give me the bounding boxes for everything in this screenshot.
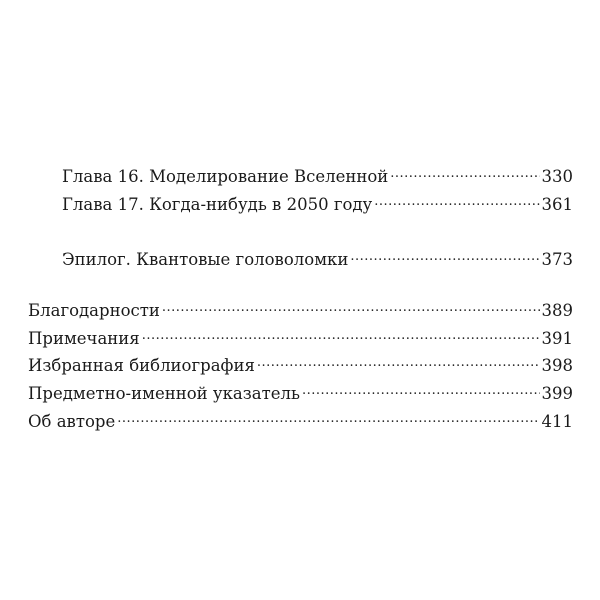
toc-entry-chapter-17[interactable] [62,193,573,216]
toc-entry-page: 361 [541,194,573,214]
toc-entry-epilogue[interactable] [62,248,573,271]
toc-entry-page: 399 [541,383,573,403]
toc-entry-about-author[interactable] [28,410,573,433]
toc-entry-title: Глава 16. Моделирование Вселенной [62,166,389,186]
toc-entry-page: 389 [541,300,573,320]
toc-entry-index[interactable] [28,382,573,405]
toc-entry-title: Благодарности [28,300,160,320]
dot-leader [374,193,539,210]
toc-entry-title: Об авторе [28,411,116,431]
toc-entry-page: 330 [541,166,573,186]
toc-entry-notes[interactable] [28,327,573,350]
dot-leader [390,165,539,182]
toc-entry-title: Избранная библиография [28,355,255,375]
dot-leader [117,410,539,427]
toc-entry-page: 398 [541,355,573,375]
toc-entry-acknowledgements[interactable] [28,299,573,322]
dot-leader [257,354,540,371]
dot-leader [302,382,540,399]
toc-entry-page: 391 [541,328,573,348]
toc-entry-page: 373 [541,249,573,269]
toc-entry-title: Глава 17. Когда-нибудь в 2050 году [62,194,373,214]
dot-leader [142,327,540,344]
toc-entry-title: Примечания [28,328,140,348]
toc-entry-title: Предметно-именной указатель [28,383,300,403]
toc-entry-bibliography[interactable] [28,354,573,377]
dot-leader [162,299,540,316]
toc-entry-title: Эпилог. Квантовые головоломки [62,249,349,269]
dot-leader [350,248,539,265]
toc-entry-chapter-16[interactable] [62,165,573,188]
toc-entry-page: 411 [541,411,573,431]
